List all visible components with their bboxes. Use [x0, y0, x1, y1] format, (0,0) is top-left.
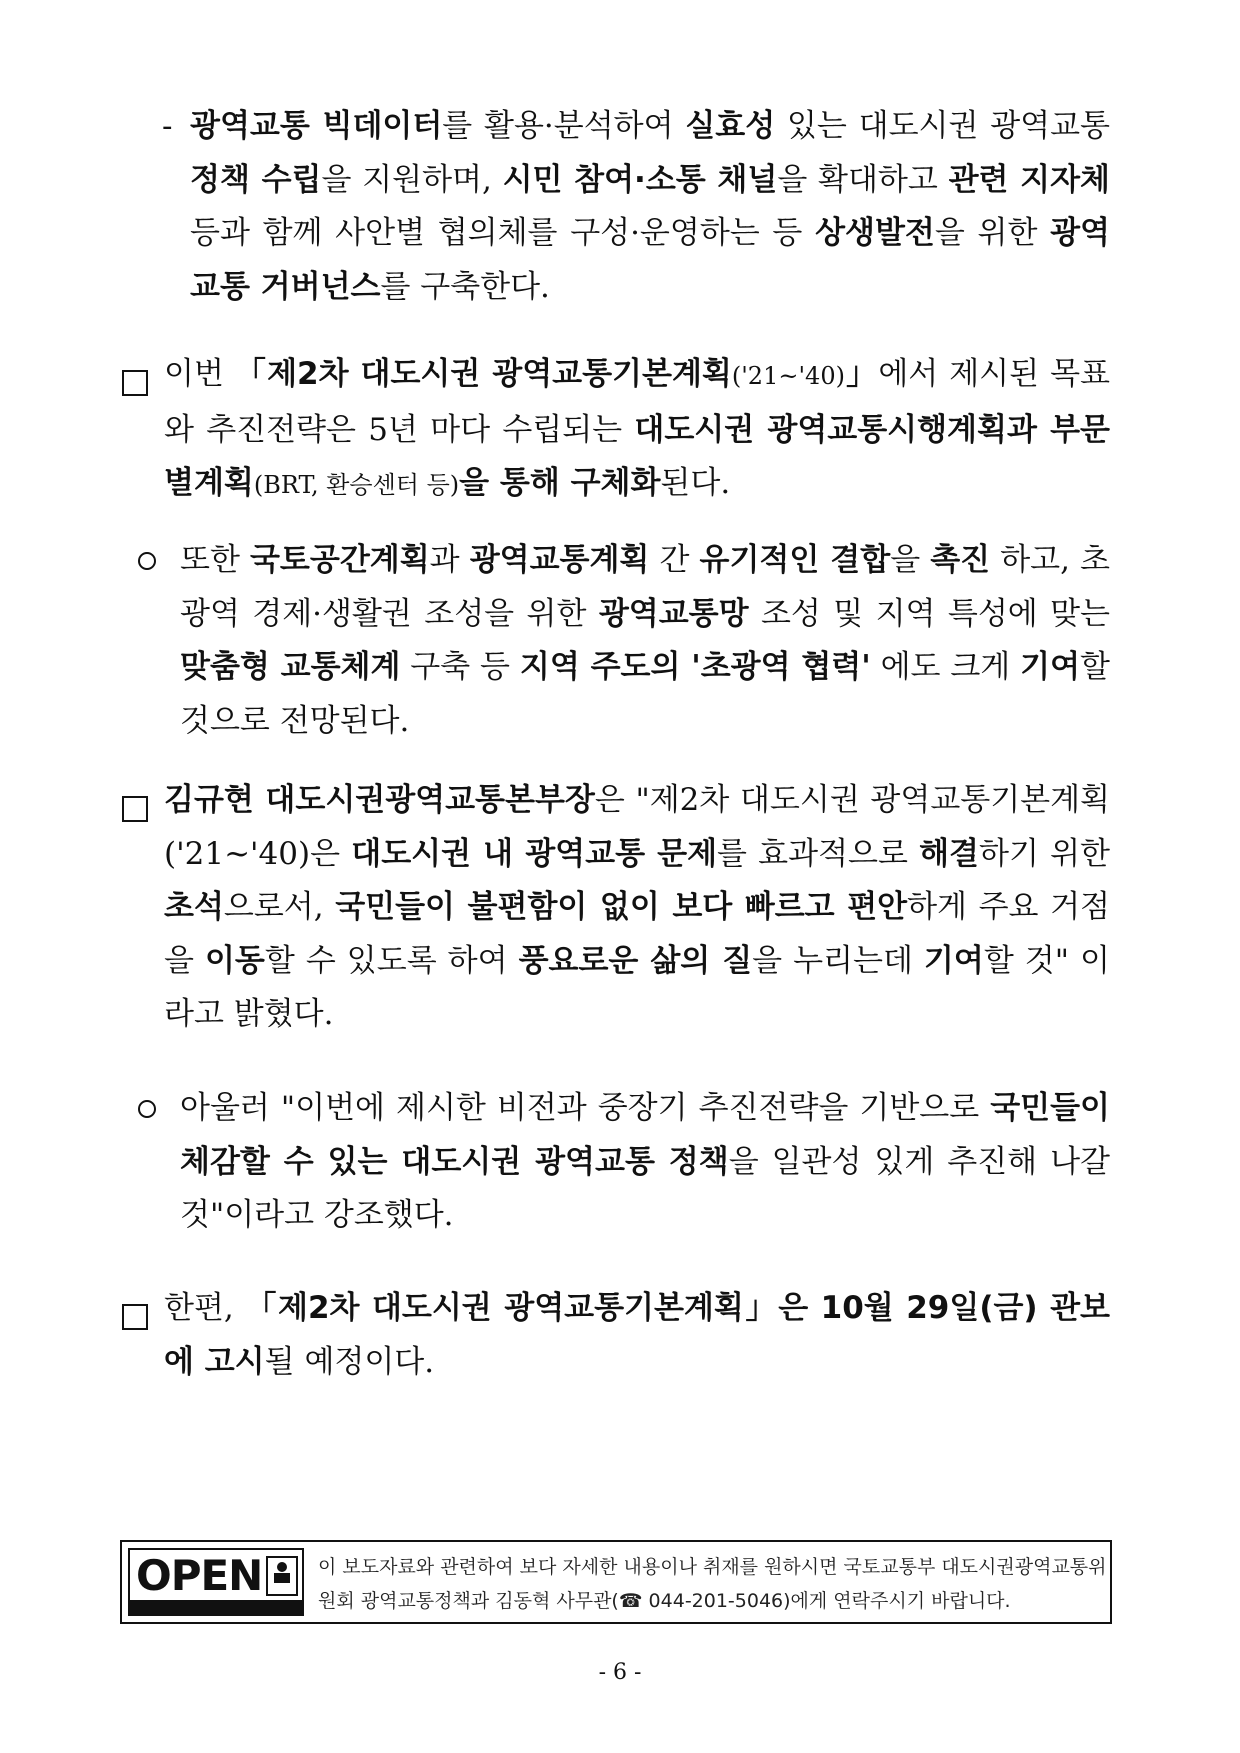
contact-info-box [120, 1540, 1112, 1624]
paragraph-announcement: 한편, 「제2차 대도시권 광역교통기본계획」은 10월 29일(금) 관보에 고시될 예정이다. [164, 1290, 1110, 1380]
paragraph-director-quote: 김규현 대도시권광역교통본부장은 "제2차 대도시권 광역교통기본계획('21~'40)은 대도시권 내 광역교통 문제를 효과적으로 해결하기 위한 초석으로서, 국민들이 불편함이 없이 보다 빠르고 편안하게 주요 거점을 이동할 수 있도록 하여 풍요로운 삶의 질을 누리는데 기여할 것" 이라고 밝혔다. [164, 782, 1111, 1032]
contact-text: 이 보도자료와 관련하여 보다 자세한 내용이나 취재를 원하시면 국토교통부 대도시권광역교통위원회 광역교통정책과 김동혁 사무관(☎ 044-201-5046)에게 연락주시기 바랍니다. [318, 1556, 1107, 1612]
circle-bullet-icon [138, 534, 156, 588]
license-bar [130, 1600, 302, 1614]
open-logo-text: OPEN [136, 1551, 263, 1600]
paragraph-governance: 광역교통 빅데이터를 활용·분석하여 실효성 있는 대도시권 광역교통 정책 수립을 지원하며, 시민 참여·소통 채널을 확대하고 관련 지자체 등과 함께 사안별 협의체를 구성·운영하는 등 상생발전을 위한 광역교통 거버넌스를 구축한다. [190, 108, 1110, 305]
square-bullet-icon [122, 360, 148, 414]
square-bullet-icon [122, 1294, 148, 1348]
circle-bullet-icon [138, 1082, 156, 1136]
open-license-logo [128, 1548, 304, 1616]
square-bullet-icon [122, 786, 148, 840]
page-number: - 6 - [598, 1660, 642, 1685]
dash-marker: - [162, 108, 173, 144]
person-icon [266, 1556, 298, 1596]
paragraph-plan-implementation: 이번 「제2차 대도시권 광역교통기본계획('21~'40)」에서 제시된 목표와 추진전략은 5년 마다 수립되는 대도시권 광역교통시행계획과 부문별계획(BRT, 환승센터 등)을 통해 구체화된다. [164, 356, 1110, 501]
paragraph-regional-cooperation: 또한 국토공간계획과 광역교통계획 간 유기적인 결합을 촉진 하고, 초광역 경제·생활권 조성을 위한 광역교통망 조성 및 지역 특성에 맞는 맞춤형 교통체계 구축 등 지역 주도의 '초광역 협력' 에도 크게 기여할 것으로 전망된다. [180, 542, 1111, 739]
paragraph-emphasis: 아울러 "이번에 제시한 비전과 중장기 추진전략을 기반으로 국민들이 체감할 수 있는 대도시권 광역교통 정책을 일관성 있게 추진해 나갈 것"이라고 강조했다. [180, 1090, 1110, 1233]
